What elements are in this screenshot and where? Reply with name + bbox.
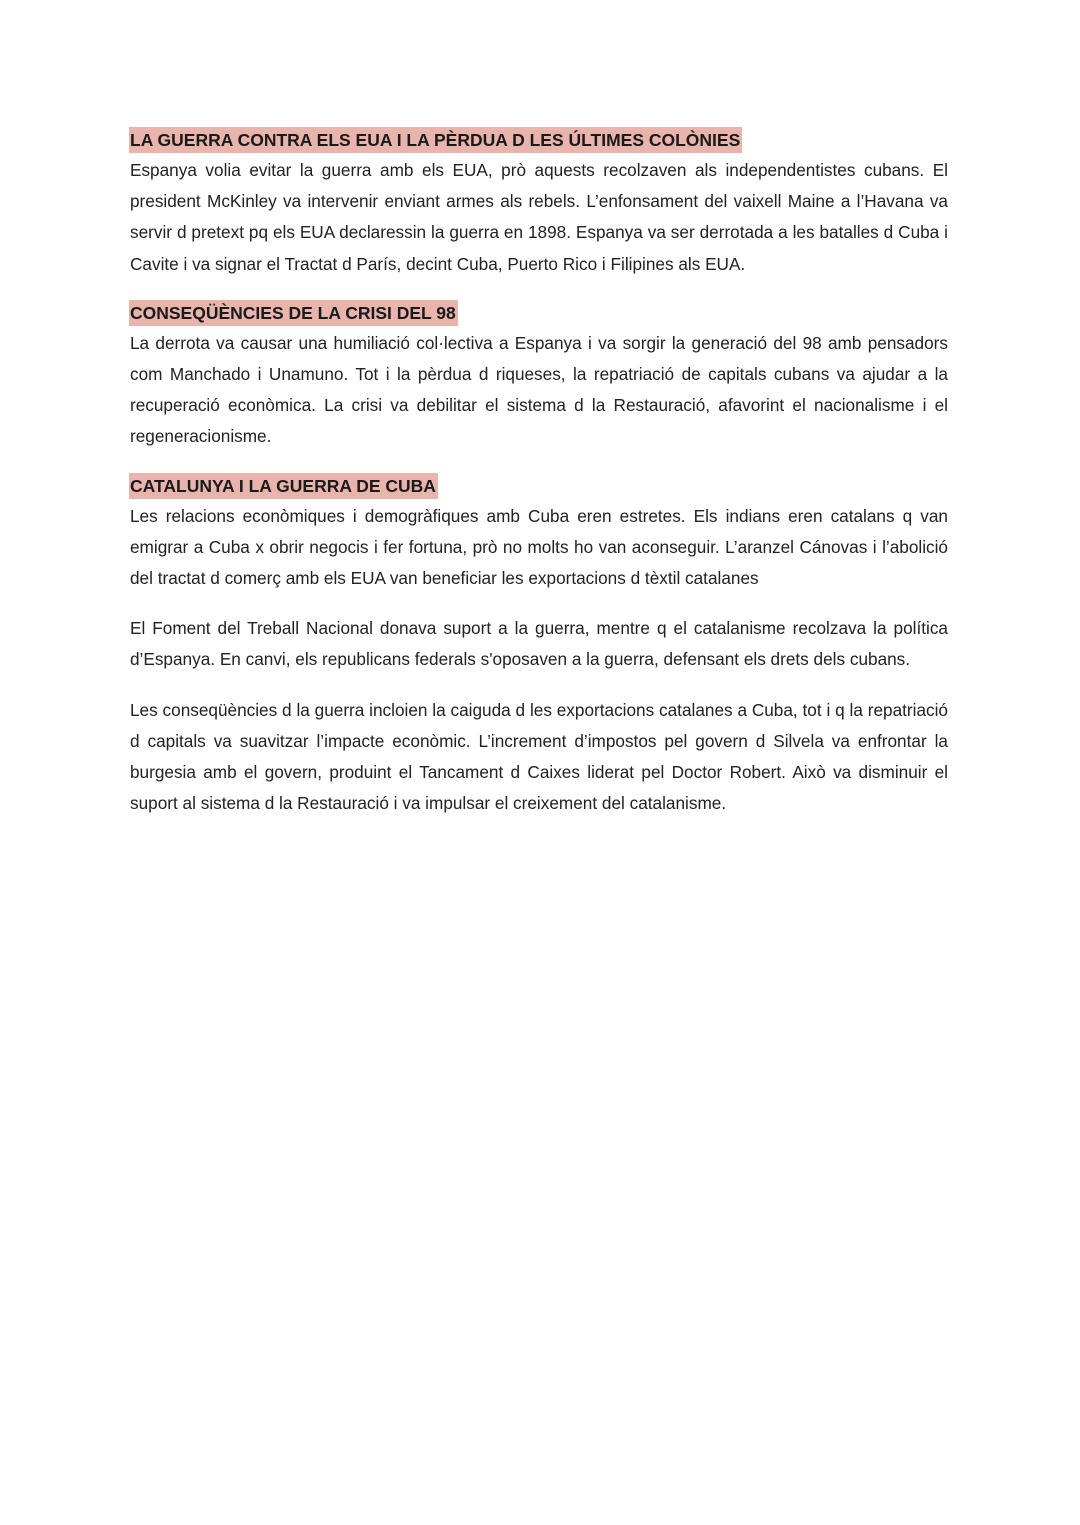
section-guerra-eua [130, 127, 948, 280]
paragraph: Espanya volia evitar la guerra amb els EUA, prò aquests recolzaven als independentistes cubans. El president McKinley va intervenir enviant armes als rebels. L’enfonsament del vaixell Maine a l’Havana va servir d pretext pq els EUA declaressin la guerra en 1898. Espanya va ser derrotada a les batalles d Cuba i Cavite i va signar el Tractat d París, decint Cuba, Puerto Rico i Filipines als EUA. [130, 160, 948, 274]
section-heading: CONSEQÜÈNCIES DE LA CRISI DEL 98 [129, 300, 458, 326]
section-catalunya-cuba [130, 473, 948, 820]
paragraph: La derrota va causar una humiliació col·lectiva a Espanya i va sorgir la generació del 98 amb pensadors com Manchado i Unamuno. Tot i la pèrdua d riqueses, la repatriació de capitals cubans va ajudar a la recuperació econòmica. La crisi va debilitar el sistema d la Restauració, afavorint el nacionalisme i el regeneracionisme. [130, 332, 948, 447]
section-consequencies-98 [130, 300, 948, 453]
section-heading: LA GUERRA CONTRA ELS EUA I LA PÈRDUA D LES ÚLTIMES COLÒNIES [129, 127, 742, 153]
document-body [130, 127, 948, 839]
section-heading: CATALUNYA I LA GUERRA DE CUBA [129, 473, 438, 499]
paragraph: El Foment del Treball Nacional donava suport a la guerra, mentre q el catalanisme recolzava la política d’Espanya. En canvi, els republicans federals s'oposaven a la guerra, defensant els drets dels cubans. [130, 618, 948, 670]
paragraph: Les conseqüències d la guerra incloien la caiguda d les exportacions catalanes a Cuba, tot i q la repatriació d capitals va suavitzar l’impacte econòmic. L’increment d’impostos pel govern d Silvela va enfrontar la burgesia amb el govern, produint el Tancament d Caixes liderat pel Doctor Robert. Això va disminuir el suport al sistema d la Restauració i va impulsar el creixement del catalanisme. [130, 699, 948, 814]
paragraph: Les relacions econòmiques i demogràfiques amb Cuba eren estretes. Els indians eren catalans q van emigrar a Cuba x obrir negocis i fer fortuna, prò no molts ho van aconseguir. L’aranzel Cánovas i l’abolició del tractat d comerç amb els EUA van beneficiar les exportacions d tèxtil catalanes [130, 505, 948, 589]
